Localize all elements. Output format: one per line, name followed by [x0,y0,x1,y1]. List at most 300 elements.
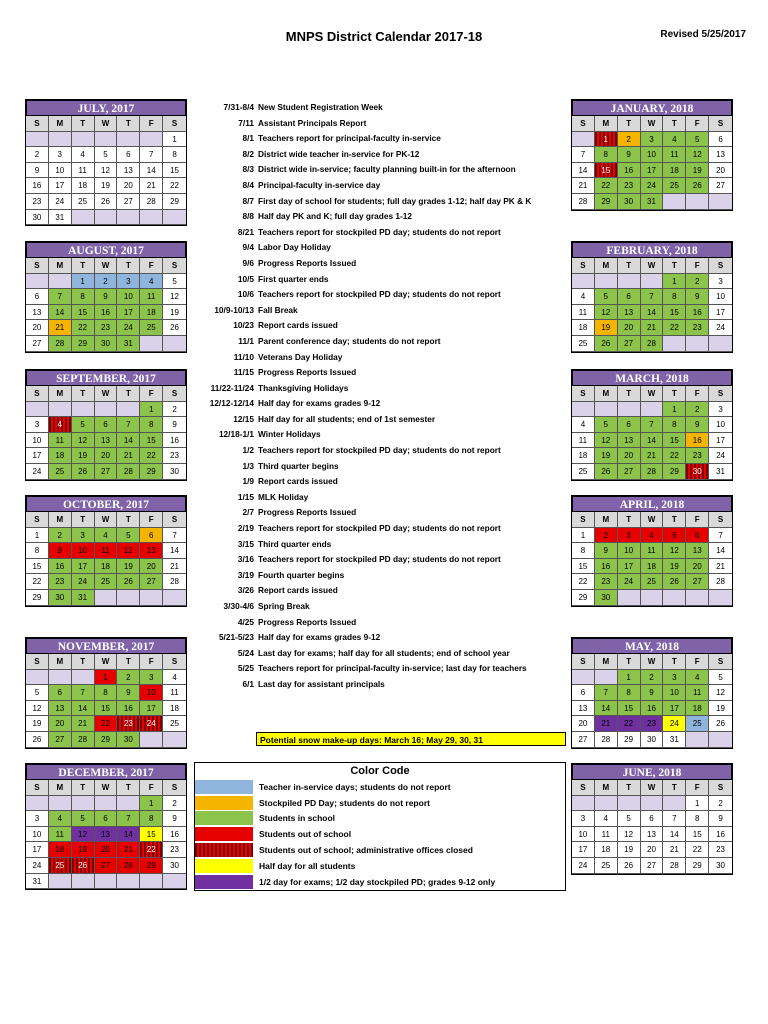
event-date: 5/24 [237,647,254,658]
day-cell: 14 [709,543,732,559]
day-cell: 8 [163,147,186,163]
event-row [196,490,566,506]
empty-day-cell [709,194,732,210]
day-cell: 28 [641,336,664,352]
event-description: Assistant Principals Report [258,117,367,128]
event-row [196,287,566,303]
day-cell: 1 [595,132,618,148]
event-row [196,646,566,662]
event-date: 1/3 [242,460,254,471]
event-row [196,240,566,256]
day-cell: 25 [95,574,118,590]
day-cell: 25 [663,178,686,194]
day-cell: 16 [618,163,641,179]
day-cell: 13 [572,701,595,717]
empty-day-cell [140,590,163,606]
day-cell: 1 [163,132,186,148]
day-cell: 12 [663,543,686,559]
day-cell: 21 [709,559,732,575]
empty-day-cell [49,796,72,812]
day-cell: 29 [26,590,49,606]
day-cell: 22 [95,716,118,732]
day-cell: 11 [95,543,118,559]
day-cell: 4 [641,528,664,544]
day-cell: 25 [140,320,163,336]
empty-day-cell [72,796,95,812]
day-cell: 9 [163,417,186,433]
day-cell: 3 [26,811,49,827]
day-cell: 23 [686,448,709,464]
weekday-header: M [595,386,618,402]
day-cell: 30 [95,336,118,352]
weekday-header: T [618,386,641,402]
weekday-header: F [686,386,709,402]
event-date: 10/23 [233,320,254,331]
weekday-header: F [686,258,709,274]
weekday-header: W [95,780,118,796]
day-cell: 20 [140,559,163,575]
empty-day-cell [641,796,664,812]
day-cell: 7 [72,685,95,701]
empty-day-cell [618,402,641,418]
day-cell: 11 [595,827,618,843]
weekday-header: F [686,780,709,796]
day-cell: 24 [618,574,641,590]
calendar-may-2018 [571,637,733,749]
day-cell: 8 [595,147,618,163]
weekday-header: S [709,512,732,528]
weekday-header: T [117,512,140,528]
weekday-header: M [49,386,72,402]
day-cell: 29 [163,194,186,210]
day-cell: 13 [49,701,72,717]
empty-day-cell [618,590,641,606]
empty-day-cell [140,874,163,890]
calendar-july-2017 [25,99,187,226]
day-cell: 15 [663,305,686,321]
day-cell: 24 [49,194,72,210]
weekday-header: T [663,780,686,796]
empty-day-cell [709,336,732,352]
day-cell: 13 [686,543,709,559]
day-cell: 7 [140,147,163,163]
day-cell: 14 [140,163,163,179]
day-cell: 6 [618,417,641,433]
day-cell: 3 [140,670,163,686]
day-cell: 5 [72,811,95,827]
day-cell: 4 [595,811,618,827]
weekday-header: F [140,386,163,402]
weekday-header: W [641,780,664,796]
weekday-header: T [618,512,641,528]
event-date: 12/12-12/14 [209,398,254,409]
weekday-header: T [663,512,686,528]
empty-day-cell [641,590,664,606]
day-cell: 16 [709,827,732,843]
day-cell: 22 [140,448,163,464]
weekday-header: F [140,258,163,274]
weekday-header: S [26,780,49,796]
day-cell: 5 [72,417,95,433]
day-cell: 16 [595,559,618,575]
day-cell: 12 [618,827,641,843]
month-title: JUNE, 2018 [571,763,733,779]
day-cell: 9 [117,685,140,701]
day-cell: 16 [95,305,118,321]
event-description: Progress Reports Issued [258,367,357,378]
event-date: 7/11 [238,117,254,128]
calendar-october-2017 [25,495,187,607]
event-row [196,303,566,319]
empty-day-cell [163,732,186,748]
day-cell: 19 [663,559,686,575]
event-description: Last day for exams; half day for all students; end of school year [258,647,510,658]
day-cell: 22 [72,320,95,336]
day-cell: 25 [49,858,72,874]
day-cell: 27 [641,858,664,874]
empty-day-cell [49,402,72,418]
day-cell: 30 [49,590,72,606]
day-cell: 14 [595,701,618,717]
day-cell: 27 [26,336,49,352]
snow-makeup-note: Potential snow make-up days: March 16; May 29, 30, 31 [256,732,566,746]
day-cell: 21 [117,448,140,464]
day-cell: 28 [641,464,664,480]
day-cell: 25 [163,716,186,732]
empty-day-cell [572,670,595,686]
month-grid [25,385,187,481]
calendar-january-2018 [571,99,733,211]
empty-day-cell [686,732,709,748]
event-date: 8/1 [242,133,254,144]
empty-day-cell [572,402,595,418]
day-cell: 6 [95,417,118,433]
empty-day-cell [163,336,186,352]
month-grid [25,779,187,890]
day-cell: 13 [95,433,118,449]
event-date: 8/8 [242,211,254,222]
empty-day-cell [26,274,49,290]
month-grid [571,385,733,481]
day-cell: 12 [163,289,186,305]
empty-day-cell [663,194,686,210]
day-cell: 27 [709,178,732,194]
day-cell: 28 [49,336,72,352]
event-date: 6/1 [242,678,254,689]
day-cell: 4 [95,528,118,544]
day-cell: 28 [117,464,140,480]
month-title: MAY, 2018 [571,637,733,653]
day-cell: 21 [72,716,95,732]
month-title: AUGUST, 2017 [25,241,187,257]
month-grid [25,511,187,607]
event-date: 3/30-4/6 [223,601,254,611]
event-date: 3/15 [237,538,254,549]
day-cell: 30 [163,858,186,874]
day-cell: 19 [686,163,709,179]
day-cell: 21 [49,320,72,336]
day-cell: 20 [709,163,732,179]
month-title: DECEMBER, 2017 [25,763,187,779]
day-cell: 13 [95,827,118,843]
day-cell: 21 [163,559,186,575]
empty-day-cell [686,194,709,210]
day-cell: 5 [117,528,140,544]
page-title: MNPS District Calendar 2017-18 [285,29,483,44]
event-row [196,505,566,521]
day-cell: 26 [117,574,140,590]
day-cell: 14 [49,305,72,321]
empty-day-cell [72,670,95,686]
event-date: 3/16 [237,554,254,565]
day-cell: 16 [641,701,664,717]
day-cell: 23 [641,716,664,732]
day-cell: 31 [117,336,140,352]
month-title: JANUARY, 2018 [571,99,733,115]
day-cell: 4 [49,417,72,433]
month-title: FEBRUARY, 2018 [571,241,733,257]
event-date: 2/19 [237,523,254,534]
day-cell: 2 [95,274,118,290]
day-cell: 6 [572,685,595,701]
weekday-header: T [72,116,95,132]
day-cell: 26 [663,574,686,590]
event-row [196,552,566,568]
weekday-header: F [140,780,163,796]
event-description: Principal-faculty in-service day [258,179,381,190]
empty-day-cell [72,874,95,890]
day-cell: 29 [72,336,95,352]
day-cell: 19 [72,842,95,858]
event-date: 11/10 [233,351,254,362]
day-cell: 21 [641,448,664,464]
weekday-header: S [572,654,595,670]
day-cell: 22 [26,574,49,590]
day-cell: 31 [72,590,95,606]
day-cell: 1 [618,670,641,686]
day-cell: 7 [117,811,140,827]
event-row [196,521,566,537]
empty-day-cell [663,796,686,812]
day-cell: 14 [117,827,140,843]
event-row [196,365,566,381]
day-cell: 24 [572,858,595,874]
day-cell: 8 [72,289,95,305]
event-row [196,178,566,194]
empty-day-cell [595,274,618,290]
day-cell: 21 [140,178,163,194]
event-description: Teachers report for stockpiled PD day; students do not report [258,554,501,565]
day-cell: 28 [709,574,732,590]
weekday-header: W [641,116,664,132]
empty-day-cell [95,796,118,812]
day-cell: 29 [618,732,641,748]
day-cell: 27 [117,194,140,210]
empty-day-cell [72,402,95,418]
month-grid [571,115,733,211]
day-cell: 4 [140,274,163,290]
day-cell: 17 [618,559,641,575]
day-cell: 21 [641,320,664,336]
empty-day-cell [49,670,72,686]
day-cell: 12 [595,305,618,321]
day-cell: 7 [641,289,664,305]
day-cell: 12 [72,827,95,843]
day-cell: 17 [26,842,49,858]
day-cell: 1 [572,528,595,544]
event-description: First day of school for students; full day grades 1-12; half day PK & K [258,195,532,206]
event-description: Teachers report for stockpiled PD day; students do not report [258,289,501,300]
day-cell: 5 [163,274,186,290]
day-cell: 15 [163,163,186,179]
day-cell: 5 [686,132,709,148]
day-cell: 8 [95,685,118,701]
empty-day-cell [49,274,72,290]
day-cell: 29 [95,732,118,748]
event-description: Labor Day Holiday [258,242,331,253]
day-cell: 4 [686,670,709,686]
day-cell: 13 [641,827,664,843]
day-cell: 23 [49,574,72,590]
event-row [196,583,566,599]
weekday-header: W [641,386,664,402]
day-cell: 29 [663,464,686,480]
day-cell: 27 [140,574,163,590]
event-date: 4/25 [237,616,254,627]
event-row [196,474,566,490]
day-cell: 31 [663,732,686,748]
weekday-header: S [163,780,186,796]
event-date: 10/6 [237,289,254,300]
calendar-june-2018 [571,763,733,875]
day-cell: 7 [663,811,686,827]
day-cell: 27 [49,732,72,748]
day-cell: 6 [641,811,664,827]
day-cell: 23 [26,194,49,210]
empty-day-cell [49,132,72,148]
weekday-header: S [572,116,595,132]
day-cell: 23 [595,574,618,590]
day-cell: 12 [686,147,709,163]
event-date: 10/9-10/13 [214,304,254,315]
day-cell: 12 [95,163,118,179]
legend-label: Students in school [259,813,336,824]
event-description: Progress Reports Issued [258,257,357,268]
day-cell: 9 [95,289,118,305]
day-cell: 3 [709,402,732,418]
day-cell: 6 [26,289,49,305]
event-row [196,599,566,615]
day-cell: 13 [26,305,49,321]
month-title: NOVEMBER, 2017 [25,637,187,653]
day-cell: 24 [709,448,732,464]
day-cell: 24 [26,464,49,480]
day-cell: 11 [663,147,686,163]
event-row [196,443,566,459]
day-cell: 8 [663,417,686,433]
day-cell: 8 [686,811,709,827]
legend-item [195,795,565,811]
event-row [196,412,566,428]
legend-label: 1/2 day for exams; 1/2 day stockpiled PD; grades 9-12 only [259,876,496,887]
day-cell: 27 [95,464,118,480]
day-cell: 28 [595,732,618,748]
day-cell: 17 [572,842,595,858]
weekday-header: W [95,386,118,402]
weekday-header: T [618,654,641,670]
day-cell: 13 [709,147,732,163]
day-cell: 3 [72,528,95,544]
day-cell: 25 [72,194,95,210]
day-cell: 18 [686,701,709,717]
day-cell: 23 [686,320,709,336]
event-date: 1/15 [237,491,254,502]
day-cell: 25 [686,716,709,732]
empty-day-cell [117,132,140,148]
day-cell: 6 [686,528,709,544]
weekday-header: T [117,258,140,274]
day-cell: 9 [709,811,732,827]
day-cell: 29 [686,858,709,874]
empty-day-cell [163,874,186,890]
day-cell: 21 [595,716,618,732]
weekday-header: T [618,780,641,796]
weekday-header: M [49,258,72,274]
day-cell: 7 [163,528,186,544]
day-cell: 10 [618,543,641,559]
day-cell: 27 [686,574,709,590]
day-cell: 23 [163,842,186,858]
event-description: Progress Reports Issued [258,507,357,518]
day-cell: 26 [72,858,95,874]
event-row [196,677,566,693]
day-cell: 30 [117,732,140,748]
empty-day-cell [686,590,709,606]
day-cell: 22 [686,842,709,858]
empty-day-cell [95,874,118,890]
day-cell: 26 [163,320,186,336]
day-cell: 6 [140,528,163,544]
day-cell: 1 [95,670,118,686]
event-row [196,381,566,397]
empty-day-cell [95,590,118,606]
empty-day-cell [117,402,140,418]
weekday-header: M [595,116,618,132]
day-cell: 18 [95,559,118,575]
weekday-header: S [26,258,49,274]
weekday-header: S [572,512,595,528]
day-cell: 16 [26,178,49,194]
legend-title: Color Code [350,765,410,777]
day-cell: 14 [663,827,686,843]
day-cell: 12 [595,433,618,449]
day-cell: 19 [709,701,732,717]
empty-day-cell [572,274,595,290]
weekday-header: S [163,258,186,274]
day-cell: 7 [595,685,618,701]
day-cell: 17 [49,178,72,194]
day-cell: 14 [72,701,95,717]
day-cell: 9 [686,417,709,433]
event-description: New Student Registration Week [258,102,383,112]
day-cell: 12 [72,433,95,449]
weekday-header: S [26,116,49,132]
day-cell: 15 [595,163,618,179]
empty-day-cell [117,874,140,890]
event-date: 2/7 [242,507,254,518]
day-cell: 5 [595,417,618,433]
legend-swatch [195,875,253,889]
